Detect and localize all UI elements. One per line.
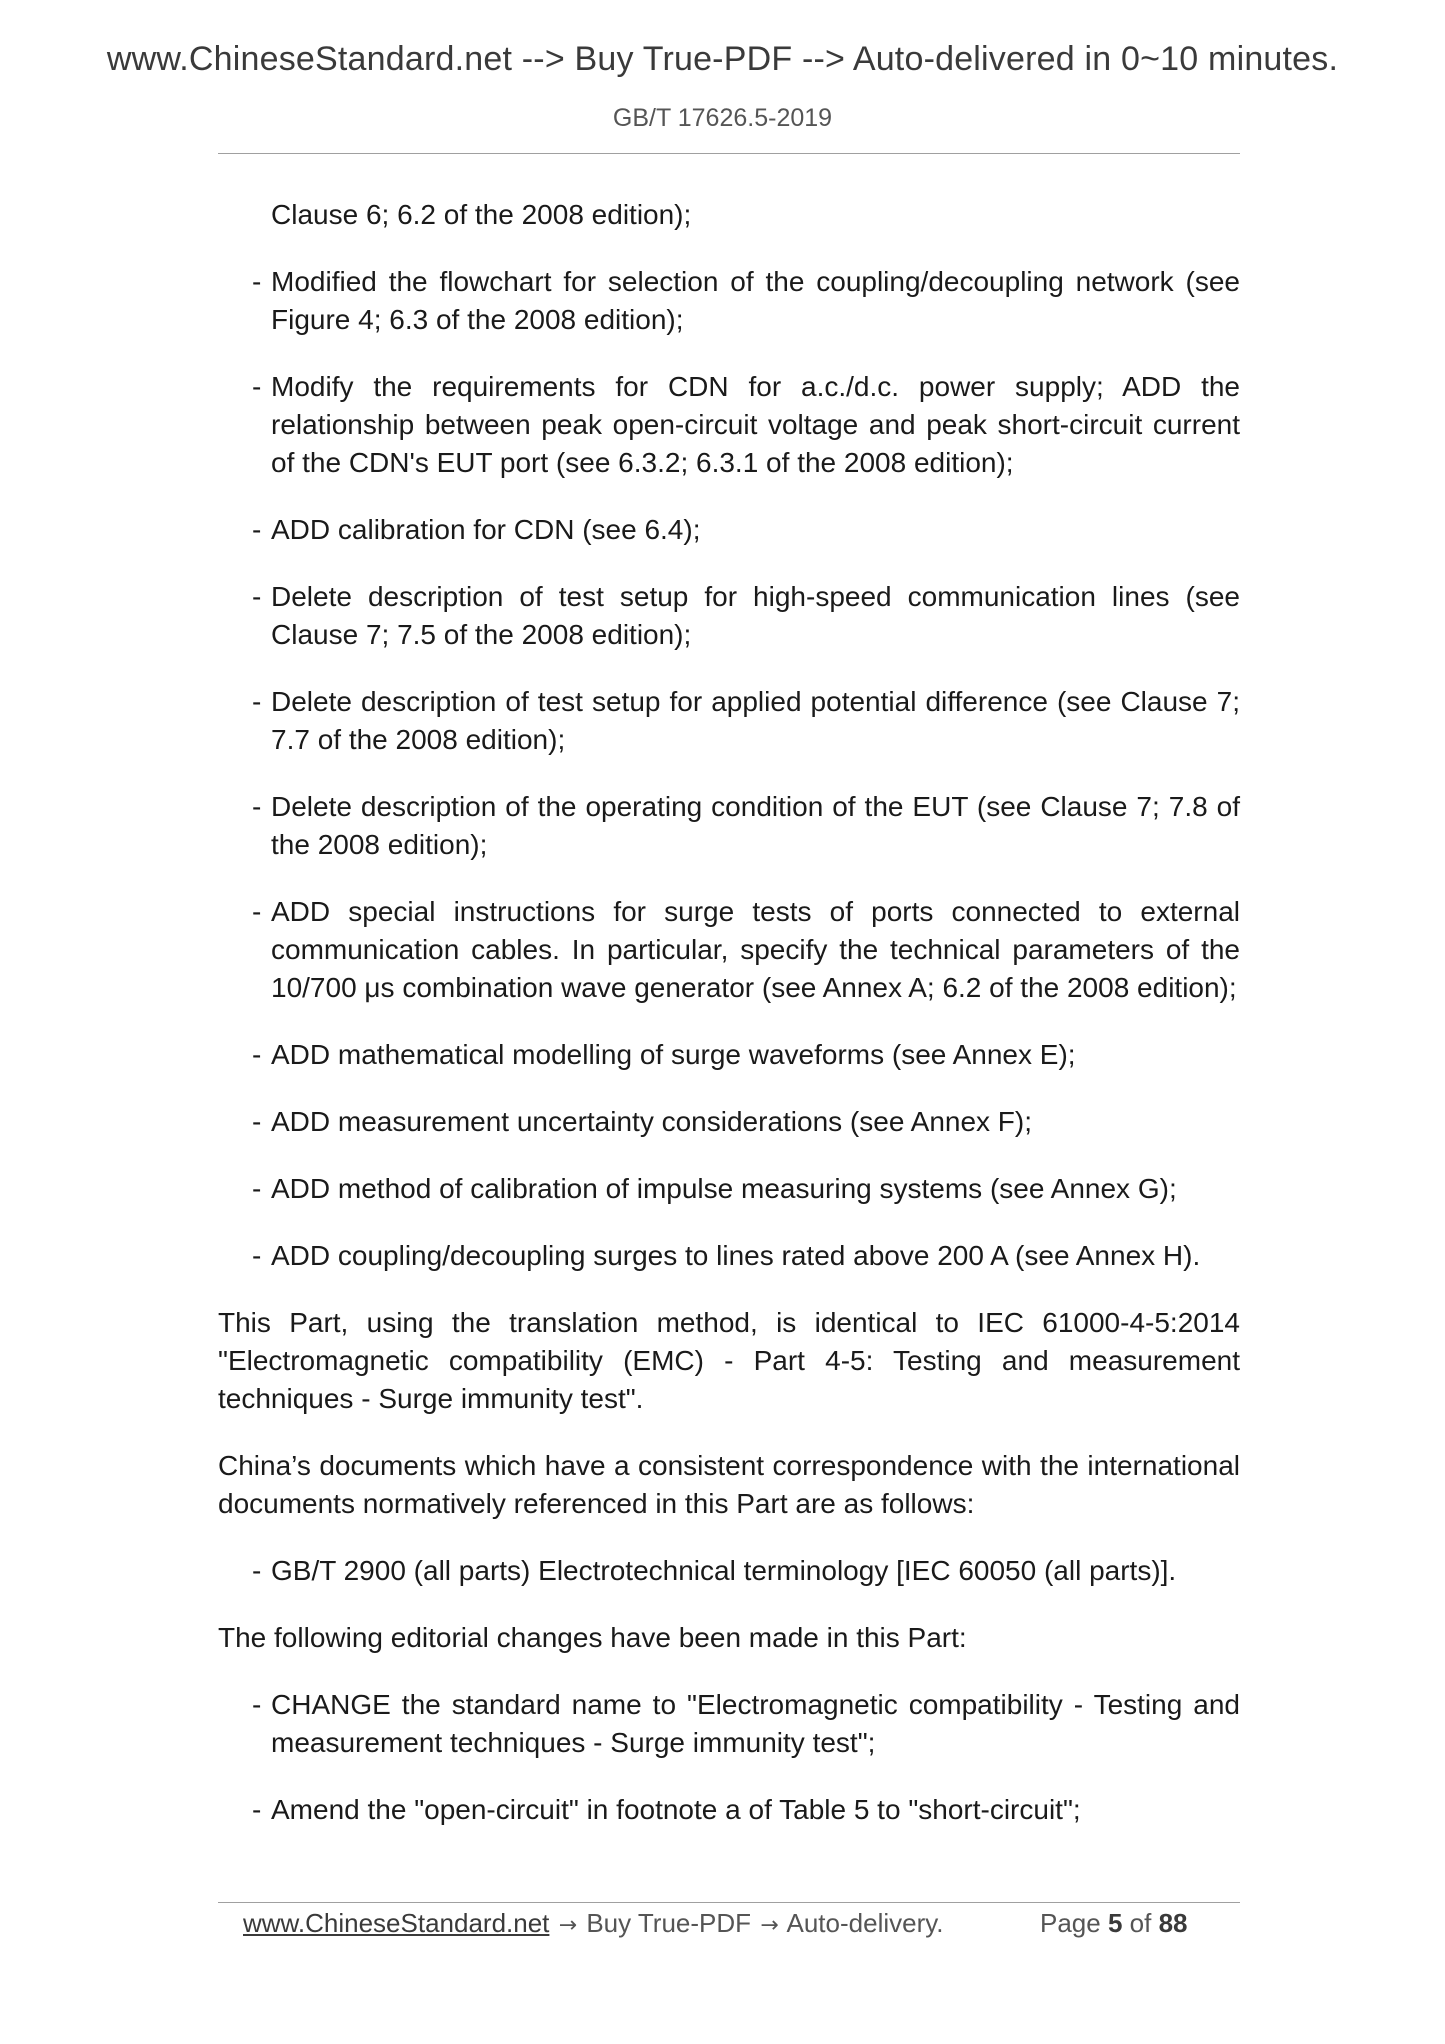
list-item: - CHANGE the standard name to "Electromagnetic compatibility - Testing and measurement techniques - Surge immunity test";: [218, 1686, 1240, 1762]
bullet-dash: -: [252, 1689, 262, 1720]
list-item: - Amend the "open-circuit" in footnote a of Table 5 to "short-circuit";: [218, 1791, 1240, 1829]
footer-auto-text: Auto-delivery.: [786, 1908, 944, 1938]
list-item: - ADD coupling/decoupling surges to lines rated above 200 A (see Annex H).: [218, 1237, 1240, 1275]
footer-site-link[interactable]: www.ChineseStandard.net: [243, 1908, 550, 1938]
bullet-dash: -: [252, 266, 262, 297]
page-number: [1040, 1908, 1188, 1939]
bullet-dash: -: [252, 1794, 262, 1825]
continuation-line: [218, 196, 1240, 234]
bullet-dash: -: [252, 686, 262, 717]
footer: [243, 1908, 944, 1939]
change-list: [218, 263, 1240, 1275]
bullet-dash: -: [252, 1555, 262, 1586]
site-banner: www.ChineseStandard.net --> Buy True-PDF --> Auto-delivered in 0~10 minutes.: [106, 40, 1339, 78]
header-rule: [218, 153, 1240, 154]
bullet-dash: -: [252, 1173, 262, 1204]
continuation-text: Clause 6; 6.2 of the 2008 edition);: [271, 199, 692, 230]
editorial-paragraph: The following editorial changes have been made in this Part:: [218, 1622, 967, 1653]
bullet-dash: -: [252, 1039, 262, 1070]
list-item: - ADD special instructions for surge tests of ports connected to external communication cables. In particular, specify the technical parameters of the 10/700 μs combination wave generator (see Annex A; 6.2 of the 2008 edition);: [218, 893, 1240, 1007]
list-item: - Delete description of test setup for high-speed communication lines (see Clause 7; 7.5 of the 2008 edition);: [218, 578, 1240, 654]
bullet-dash: -: [252, 371, 262, 402]
bullet-dash: -: [252, 791, 262, 822]
standard-code: GB/T 17626.5-2019: [612, 104, 833, 132]
arrow-right-icon: →: [760, 1913, 779, 1938]
list-item: - ADD measurement uncertainty considerations (see Annex F);: [218, 1103, 1240, 1141]
editorial-list: [218, 1686, 1240, 1829]
bullet-dash: -: [252, 1240, 262, 1271]
footer-rule: [218, 1902, 1240, 1903]
page-current: 5: [1107, 1908, 1123, 1938]
page-of: of: [1129, 1908, 1152, 1938]
footer-buy-text: Buy True-PDF: [586, 1908, 752, 1938]
page-total: 88: [1158, 1908, 1188, 1938]
list-item: - ADD calibration for CDN (see 6.4);: [218, 511, 1240, 549]
list-item: - GB/T 2900 (all parts) Electrotechnical terminology [IEC 60050 (all parts)].: [218, 1552, 1240, 1590]
bullet-dash: -: [252, 581, 262, 612]
identical-paragraph: This Part, using the translation method, is identical to IEC 61000-4-5:2014 "Electromagnetic compatibility (EMC) - Part 4-5: Testing and measurement techniques - Surge immunity test".: [218, 1307, 1240, 1414]
bullet-dash: -: [252, 1106, 262, 1137]
china-docs-paragraph: China’s documents which have a consistent correspondence with the international documents normatively referenced in this Part are as follows:: [218, 1450, 1240, 1519]
list-item: - ADD method of calibration of impulse measuring systems (see Annex G);: [218, 1170, 1240, 1208]
list-item: - Delete description of the operating condition of the EUT (see Clause 7; 7.8 of the 2008 edition);: [218, 788, 1240, 864]
page-label: Page: [1040, 1908, 1101, 1938]
bullet-dash: -: [252, 896, 262, 927]
list-item: - Modified the flowchart for selection of the coupling/decoupling network (see Figure 4; 6.3 of the 2008 edition);: [218, 263, 1240, 339]
list-item: - Delete description of test setup for applied potential difference (see Clause 7; 7.7 of the 2008 edition);: [218, 683, 1240, 759]
reference-list: [218, 1552, 1240, 1590]
list-item: - Modify the requirements for CDN for a.c./d.c. power supply; ADD the relationship between peak open-circuit voltage and peak short-circuit current of the CDN's EUT port (see 6.3.2; 6.3.1 of the 2008 edition);: [218, 368, 1240, 482]
arrow-right-icon: →: [558, 1913, 578, 1938]
page-content: [218, 196, 1240, 1858]
bullet-dash: -: [252, 514, 262, 545]
list-item: - ADD mathematical modelling of surge waveforms (see Annex E);: [218, 1036, 1240, 1074]
